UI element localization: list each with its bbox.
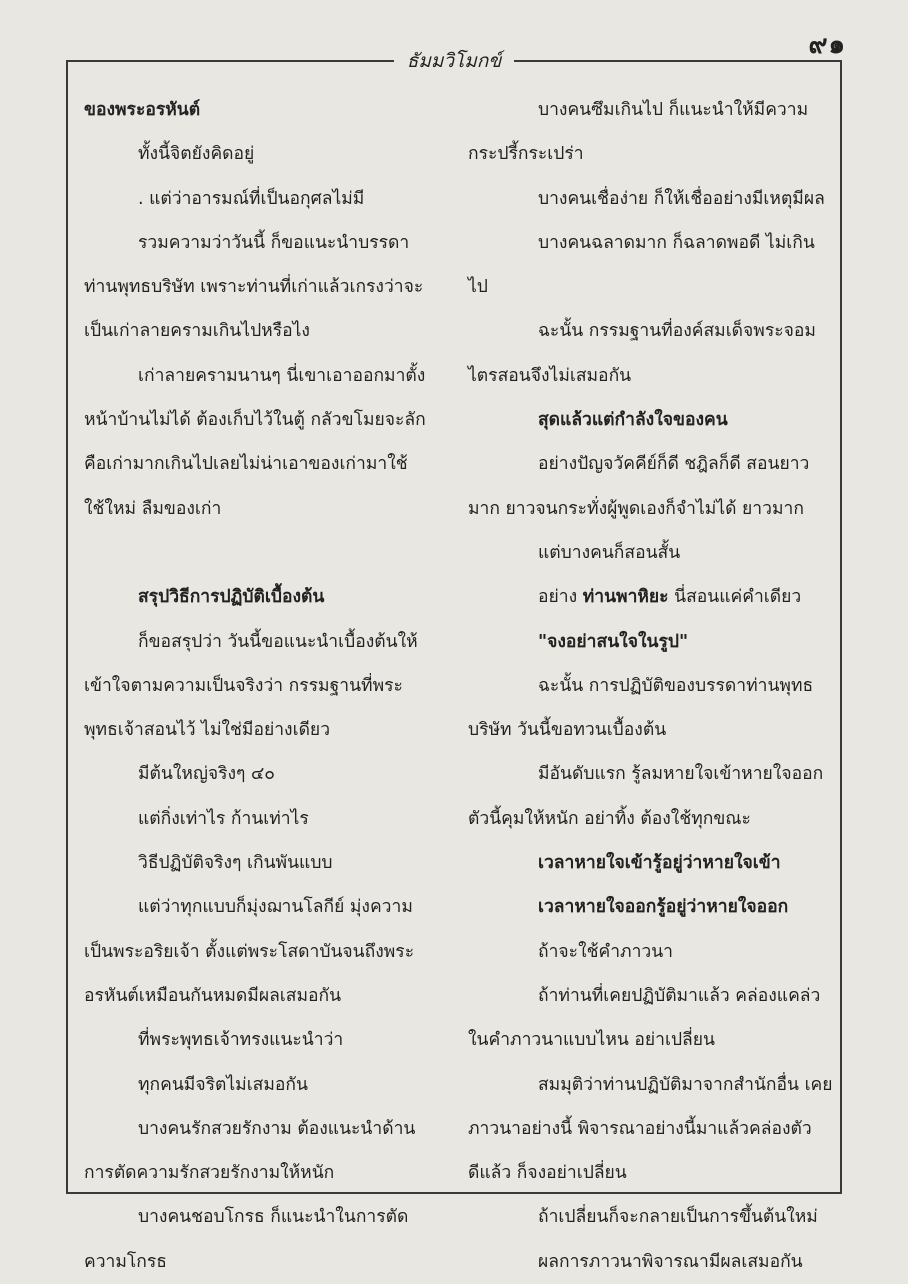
text-line: ผลการภาวนาพิจารณามีผลเสมอกัน bbox=[538, 1251, 803, 1272]
text-line: บางคนชอบโกรธ ก็แนะนำในการตัด bbox=[138, 1207, 409, 1228]
text-line: เก่าลายครามนานๆ นี่เขาเอาออกมาตั้ง bbox=[138, 365, 426, 386]
text-line: แต่ว่าทุกแบบก็มุ่งฌานโลกีย์ มุ่งความ bbox=[138, 897, 413, 918]
text-line: ฉะนั้น การปฏิบัติของบรรดาท่านพุทธ bbox=[538, 675, 814, 696]
text-line: อย่างปัญจวัคคีย์ก็ดี ชฎิลก็ดี สอนยาว bbox=[538, 454, 810, 475]
text-line: สมมุติว่าท่านปฏิบัติมาจากสำนักอื่น เคย bbox=[538, 1074, 833, 1095]
text-column-left bbox=[84, 88, 440, 1284]
text-column-right bbox=[468, 88, 833, 1284]
text-line: ไป bbox=[468, 277, 488, 298]
text-line: ทุกคนมีจริตไม่เสมอกัน bbox=[138, 1074, 308, 1095]
text-line: เวลาหายใจเข้ารู้อยู่ว่าหายใจเข้า bbox=[538, 853, 781, 874]
text-line: พุทธเจ้าสอนไว้ ไม่ใช่มีอย่างเดียว bbox=[84, 720, 331, 741]
text-line: คือเก่ามากเกินไปเลยไม่น่าเอาของเก่ามาใช้ bbox=[84, 454, 408, 475]
text-line: การตัดความรักสวยรักงามให้หนัก bbox=[84, 1163, 335, 1184]
text-line: เข้าใจตามความเป็นจริงว่า กรรมฐานที่พระ bbox=[84, 675, 403, 696]
text-line: ฉะนั้น กรรมฐานที่องค์สมเด็จพระจอม bbox=[538, 321, 816, 342]
text-line: สุดแล้วแต่กำลังใจของคน bbox=[538, 410, 728, 431]
text-line: "จงอย่าสนใจในรูป" bbox=[538, 631, 689, 652]
text-line: แต่กิ่งเท่าไร ก้านเท่าไร bbox=[138, 808, 309, 829]
text-line: เวลาหายใจออกรู้อยู่ว่าหายใจออก bbox=[538, 897, 789, 918]
text-line: เป็นพระอริยเจ้า ตั้งแต่พระโสดาบันจนถึงพระ bbox=[84, 941, 415, 962]
text-line: บริษัท วันนี้ขอทวนเบื้องต้น bbox=[468, 720, 667, 741]
text-line: กระปรี้กระเปร่า bbox=[468, 144, 584, 165]
text-line: บางคนเชื่อง่าย ก็ให้เชื่ออย่างมีเหตุมีผล bbox=[538, 188, 825, 209]
text-line: สรุปวิธีการปฏิบัติเบื้องต้น bbox=[138, 587, 325, 608]
text-line: บางคนรักสวยรักงาม ต้องแนะนำด้าน bbox=[138, 1118, 416, 1139]
text-line: อย่าง ท่านพาหิยะ นี่สอนแค่คำเดียว bbox=[538, 587, 802, 608]
text-line: บางคนฉลาดมาก ก็ฉลาดพอดี ไม่เกิน bbox=[538, 232, 815, 253]
text-line: หน้าบ้านไม่ได้ ต้องเก็บไว้ในตู้ กลัวขโมยจะลัก bbox=[84, 410, 426, 431]
text-line: ใช้ใหม่ ลืมของเก่า bbox=[84, 498, 222, 519]
text-line: อรหันต์เหมือนกันหมดมีผลเสมอกัน bbox=[84, 985, 342, 1006]
text-line: ความโกรธ bbox=[84, 1251, 167, 1272]
text-line: ที่พระพุทธเจ้าทรงแนะนำว่า bbox=[138, 1030, 344, 1051]
text-line: มีอันดับแรก รู้ลมหายใจเข้าหายใจออก bbox=[538, 764, 824, 785]
text-line: ถ้าจะใช้คำภาวนา bbox=[538, 941, 674, 962]
blank-line bbox=[84, 531, 440, 575]
text-line: ทั้งนี้จิตยังคิดอยู่ bbox=[138, 144, 255, 165]
text-line: ท่านพุทธบริษัท เพราะท่านที่เก่าแล้วเกรงว่าจะ bbox=[84, 277, 424, 298]
text-line: วิธีปฏิบัติจริงๆ เกินพันแบบ bbox=[138, 853, 333, 874]
text-line: ถ้าท่านที่เคยปฏิบัติมาแล้ว คล่องแคล่ว bbox=[538, 985, 821, 1006]
text-line: ในคำภาวนาแบบไหน อย่าเปลี่ยน bbox=[468, 1030, 715, 1051]
running-head: ธัมมวิโมกข์ bbox=[406, 50, 502, 72]
text-line: . แต่ว่าอารมณ์ที่เป็นอกุศลไม่มี bbox=[138, 188, 365, 209]
text-line: ไตรสอนจึงไม่เสมอกัน bbox=[468, 365, 632, 386]
text-line: บางคนซึมเกินไป ก็แนะนำให้มีความ bbox=[538, 100, 809, 120]
text-line: เป็นเก่าลายครามเกินไปหรือไง bbox=[84, 321, 310, 342]
text-line: รวมความว่าวันนี้ ก็ขอแนะนำบรรดา bbox=[138, 232, 410, 253]
text-line: ของพระอรหันต์ bbox=[84, 100, 201, 120]
text-line: แต่บางคนก็สอนสั้น bbox=[538, 542, 681, 563]
page-number: ๙๑ bbox=[808, 30, 846, 60]
text-line: ตัวนี้คุมให้หนัก อย่าทิ้ง ต้องใช้ทุกขณะ bbox=[468, 808, 751, 829]
bold-phrase: ท่านพาหิยะ bbox=[582, 587, 669, 608]
text-line: มาก ยาวจนกระทั่งผู้พูดเองก็จำไม่ได้ ยาวมาก bbox=[468, 498, 804, 519]
text-line: ดีแล้ว ก็จงอย่าเปลี่ยน bbox=[468, 1163, 627, 1184]
text-line: ถ้าเปลี่ยนก็จะกลายเป็นการขึ้นต้นใหม่ bbox=[538, 1207, 818, 1228]
text-line: ก็ขอสรุปว่า วันนี้ขอแนะนำเบื้องต้นให้ bbox=[138, 631, 418, 652]
text-line: มีต้นใหญ่จริงๆ ๔๐ bbox=[138, 764, 275, 785]
text-line: ภาวนาอย่างนี้ พิจารณาอย่างนี้มาแล้วคล่องตัว bbox=[468, 1118, 812, 1139]
